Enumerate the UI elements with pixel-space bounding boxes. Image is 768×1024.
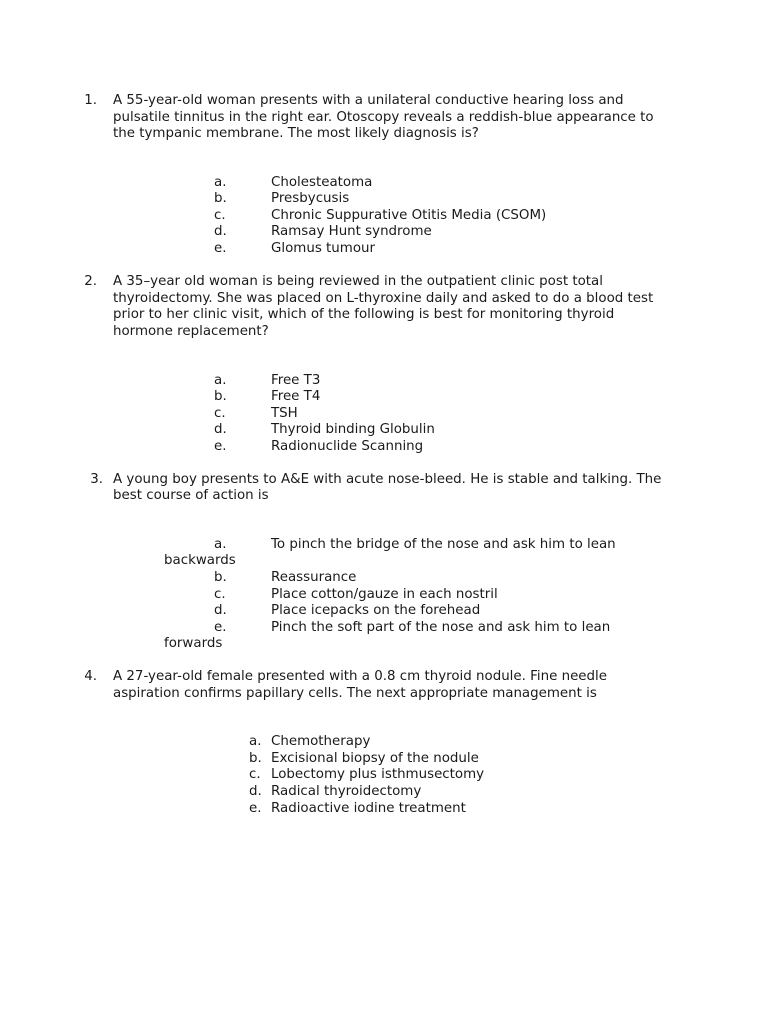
option-letter: d.	[214, 603, 227, 618]
option-letter: d.	[214, 224, 227, 239]
option-text: TSH	[271, 406, 298, 421]
option-letter: a.	[214, 373, 227, 388]
option-text: Pinch the soft part of the nose and ask him to lean	[271, 620, 611, 635]
option-text: Excisional biopsy of the nodule	[271, 751, 479, 766]
option-letter: a.	[249, 734, 262, 749]
question-number: 1.	[84, 93, 97, 108]
question-text-line: A 35–year old woman is being reviewed in the outpatient clinic post total	[113, 274, 603, 289]
question-number: 2.	[84, 274, 97, 289]
option-letter: d.	[214, 422, 227, 437]
option-text: Thyroid binding Globulin	[271, 422, 435, 437]
option-text: Place cotton/gauze in each nostril	[271, 587, 498, 602]
question-text-line: aspiration confirms papillary cells. The next appropriate management is	[113, 686, 597, 701]
option-text-continuation: forwards	[164, 636, 223, 651]
option-text: Cholesteatoma	[271, 175, 373, 190]
question-text-line: A 27-year-old female presented with a 0.8 cm thyroid nodule. Fine needle	[113, 669, 608, 684]
option-letter: a.	[214, 537, 227, 552]
question-text-line: A 55-year-old woman presents with a unilateral conductive hearing loss and	[113, 93, 624, 108]
option-text: Ramsay Hunt syndrome	[271, 224, 432, 239]
option-letter: c.	[214, 587, 226, 602]
option-text: Lobectomy plus isthmusectomy	[271, 767, 485, 782]
option-letter: e.	[214, 620, 227, 635]
option-letter: c.	[214, 208, 226, 223]
option-text: Presbycusis	[271, 191, 350, 206]
option-text: Chronic Suppurative Otitis Media (CSOM)	[271, 208, 547, 223]
question-text-line: pulsatile tinnitus in the right ear. Otoscopy reveals a reddish-blue appearance to	[113, 110, 654, 125]
option-letter: c.	[249, 767, 261, 782]
option-letter: b.	[249, 751, 262, 766]
question-text-line: hormone replacement?	[113, 324, 269, 339]
option-text: Radionuclide Scanning	[271, 439, 424, 454]
option-letter: e.	[214, 439, 227, 454]
option-letter: e.	[214, 241, 227, 256]
question-text-line: prior to her clinic visit, which of the following is best for monitoring thyroid	[113, 307, 615, 322]
option-text-continuation: backwards	[164, 553, 236, 568]
option-text: Free T3	[271, 373, 321, 388]
question-text-line: the tympanic membrane. The most likely diagnosis is?	[113, 126, 479, 141]
option-text: Radioactive iodine treatment	[271, 801, 466, 816]
option-text: Reassurance	[271, 570, 357, 585]
option-letter: b.	[214, 191, 227, 206]
question-number: 3.	[90, 472, 103, 487]
option-text: Chemotherapy	[271, 734, 371, 749]
question-text-line: A young boy presents to A&E with acute nose-bleed. He is stable and talking. The	[113, 472, 662, 487]
option-text: Glomus tumour	[271, 241, 376, 256]
option-letter: b.	[214, 570, 227, 585]
option-text: Free T4	[271, 389, 321, 404]
option-letter: c.	[214, 406, 226, 421]
option-letter: b.	[214, 389, 227, 404]
option-text: Place icepacks on the forehead	[271, 603, 481, 618]
option-letter: e.	[249, 801, 262, 816]
option-letter: d.	[249, 784, 262, 799]
option-text: Radical thyroidectomy	[271, 784, 422, 799]
question-text-line: best course of action is	[113, 488, 269, 503]
question-number: 4.	[84, 669, 97, 684]
option-letter: a.	[214, 175, 227, 190]
question-text-line: thyroidectomy. She was placed on L-thyroxine daily and asked to do a blood test	[113, 291, 654, 306]
option-text: To pinch the bridge of the nose and ask him to lean	[271, 537, 616, 552]
